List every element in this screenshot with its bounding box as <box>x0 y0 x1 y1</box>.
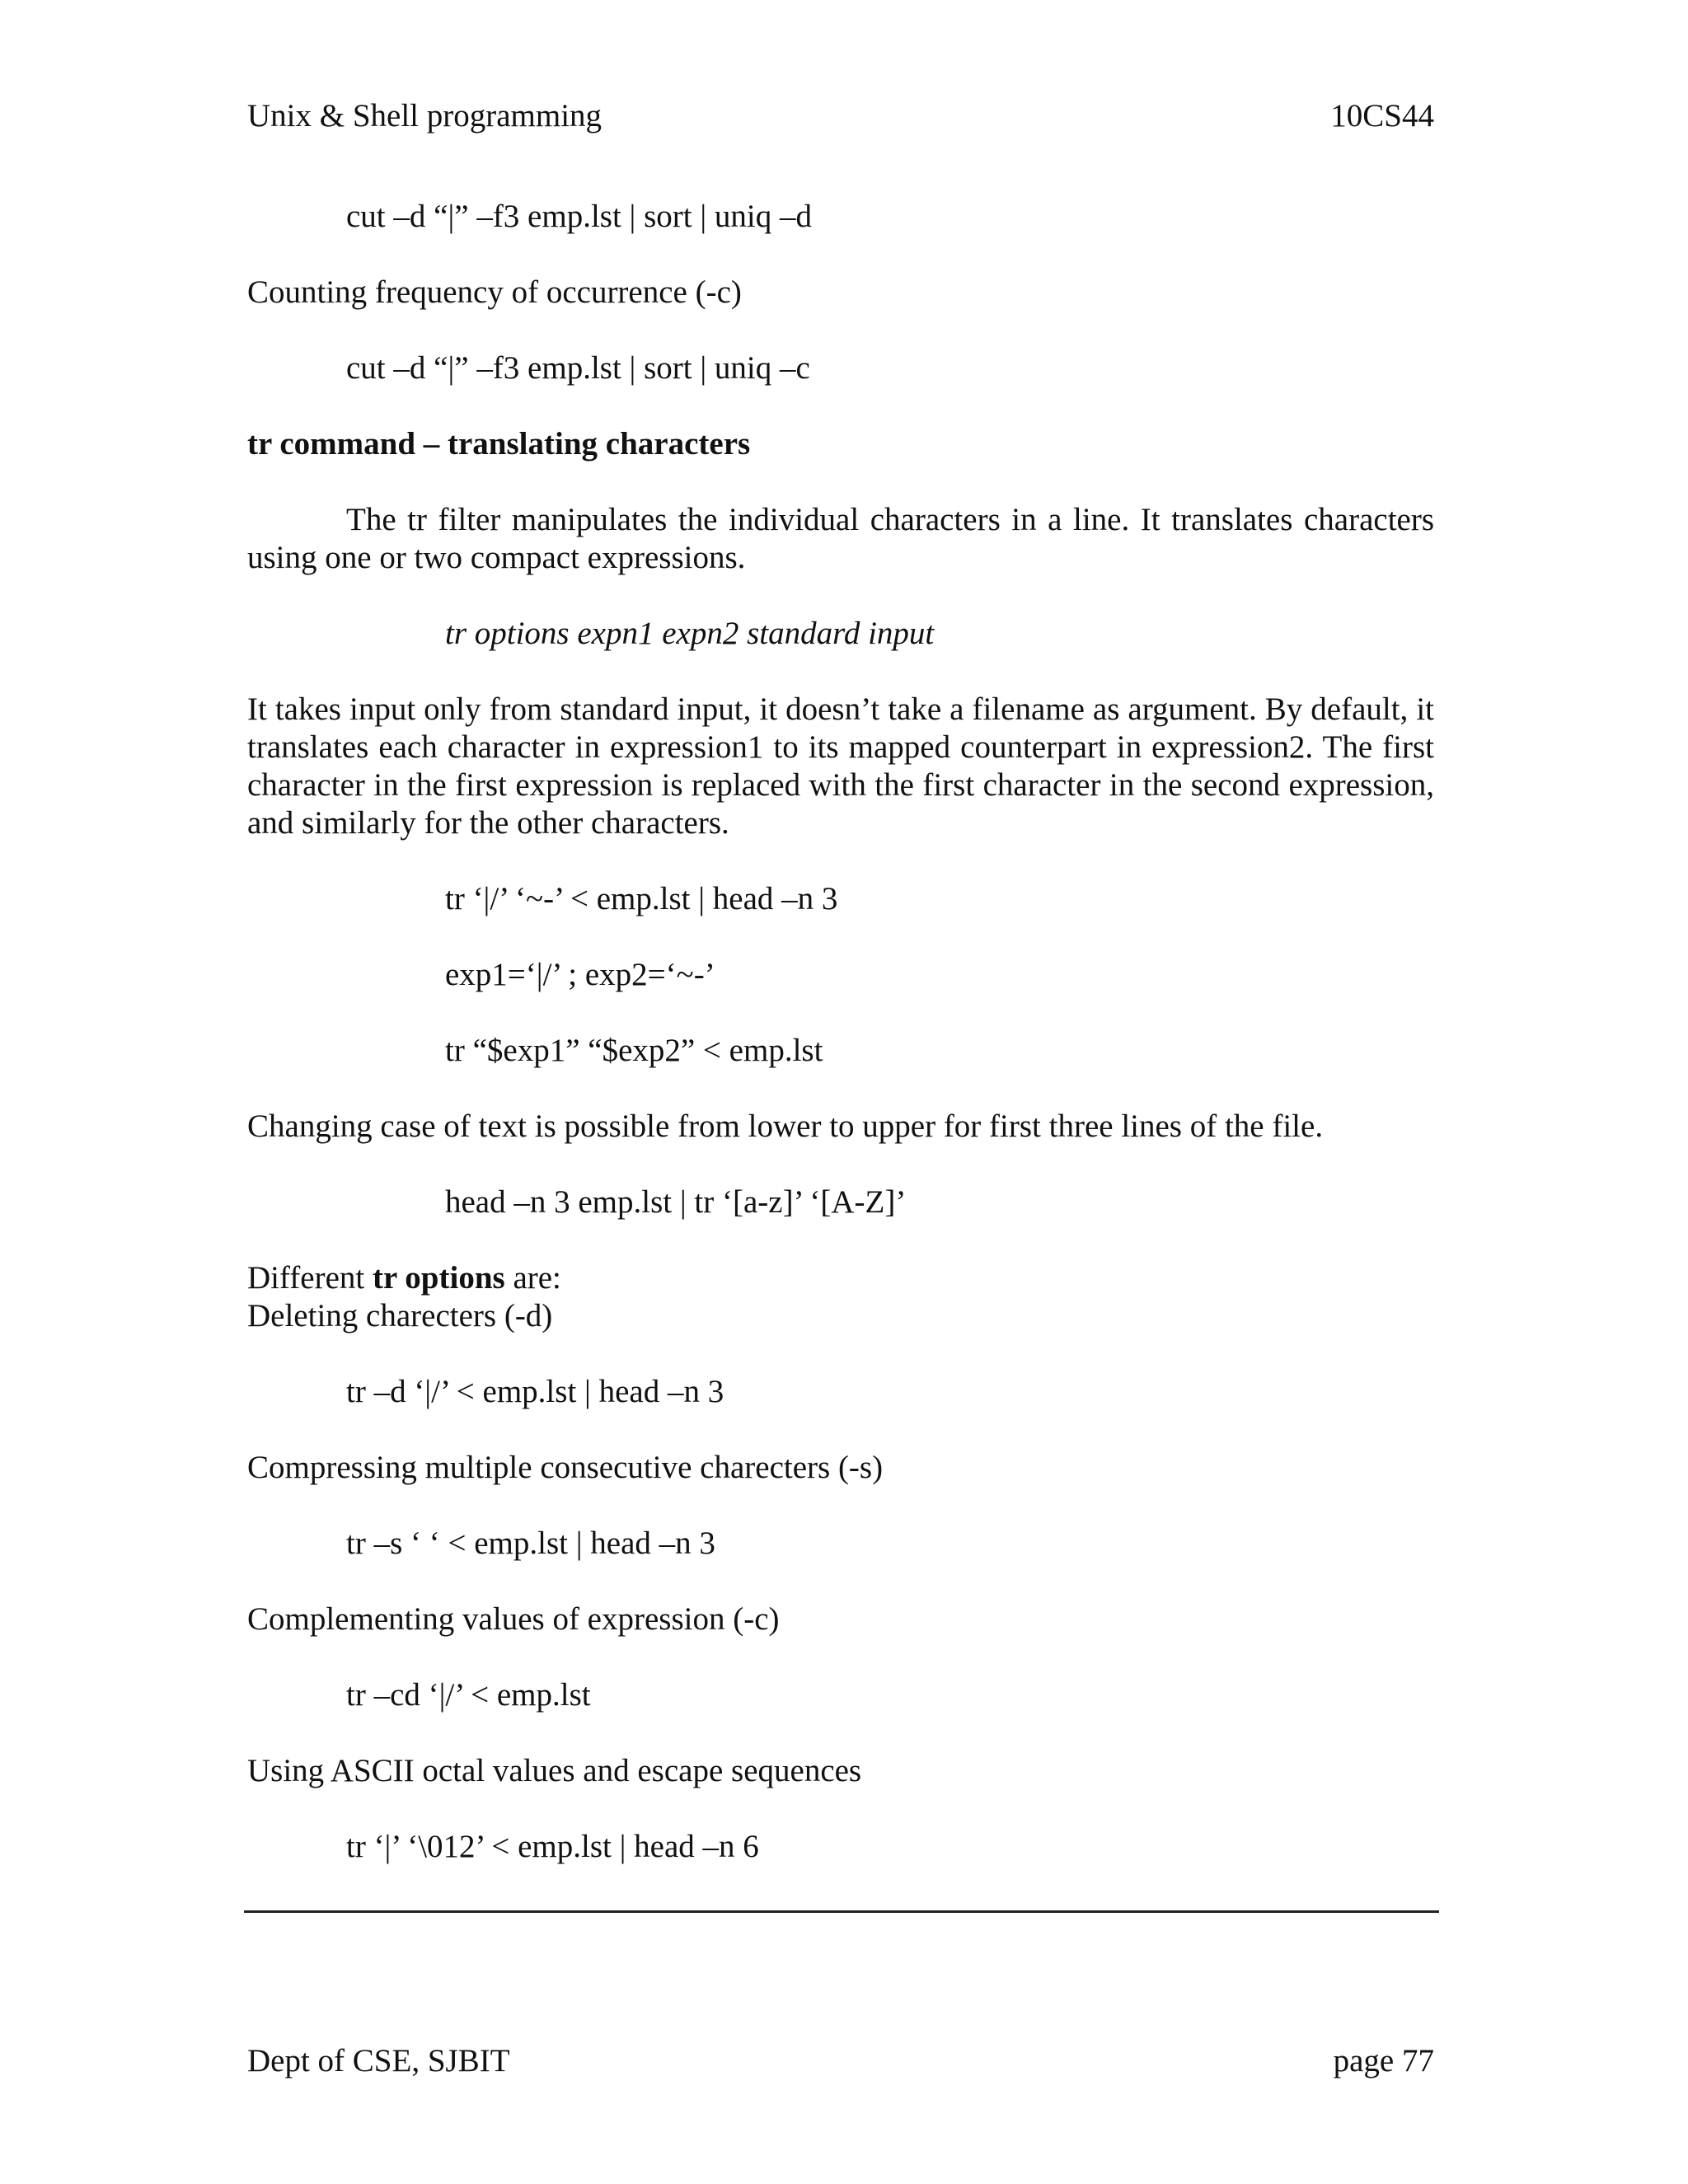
command-uniq-c: cut –d “|” –f3 emp.lst | sort | uniq –c <box>346 350 810 386</box>
header-course-code: 10CS44 <box>1330 98 1434 134</box>
footer-divider <box>244 1910 1439 1913</box>
compressing-label: Compressing multiple consecutive charecters (-s) <box>247 1450 884 1485</box>
example-tr-squeeze: tr –s ‘ ‘ < emp.lst | head –n 3 <box>346 1526 715 1561</box>
ascii-octal-label: Using ASCII octal values and escape sequences <box>247 1753 862 1788</box>
tr-description-paragraph: It takes input only from standard input, it doesn’t take a filename as argument. By default, it translates each character in expression1 to its mapped counterpart in expression2. The first character in the first expression is replaced with the first character in the second expression, and similarly for the other characters. <box>247 691 1434 841</box>
counting-frequency-label: Counting frequency of occurrence (-c) <box>247 274 742 310</box>
tr-options-bold: tr options <box>372 1260 505 1296</box>
example-tr-complement: tr –cd ‘|/’ < emp.lst <box>346 1677 591 1713</box>
example-tr-variables: tr “$exp1” “$exp2” < emp.lst <box>445 1033 823 1068</box>
command-uniq-d: cut –d “|” –f3 emp.lst | sort | uniq –d <box>346 199 813 234</box>
example-tr-translate: tr ‘|/’ ‘~-’ < emp.lst | head –n 3 <box>445 881 838 916</box>
complementing-label: Complementing values of expression (-c) <box>247 1601 780 1637</box>
footer-page-number: page 77 <box>1333 2043 1434 2079</box>
header-title: Unix & Shell programming <box>247 98 603 134</box>
tr-syntax: tr options expn1 expn2 standard input <box>445 616 935 651</box>
example-exp-assign: exp1=‘|/’ ; exp2=‘~-’ <box>445 957 715 992</box>
example-tr-case: head –n 3 emp.lst | tr ‘[a-z]’ ‘[A-Z]’ <box>445 1184 907 1220</box>
example-tr-delete: tr –d ‘|/’ < emp.lst | head –n 3 <box>346 1374 724 1409</box>
deleting-label: Deleting charecters (-d) <box>247 1298 553 1333</box>
tr-options-intro <box>247 1259 561 1297</box>
section-heading-tr: tr command – translating characters <box>247 426 751 462</box>
tr-options-suffix: are: <box>504 1260 561 1296</box>
example-tr-octal: tr ‘|’ ‘\012’ < emp.lst | head –n 6 <box>346 1829 759 1864</box>
changing-case-paragraph: Changing case of text is possible from lower to upper for first three lines of the file. <box>247 1108 1324 1144</box>
tr-options-prefix: Different <box>247 1260 373 1296</box>
tr-intro-paragraph: The tr filter manipulates the individual characters in a line. It translates characters using one or two compact expressions. <box>247 502 1434 575</box>
footer-department: Dept of CSE, SJBIT <box>247 2043 510 2079</box>
